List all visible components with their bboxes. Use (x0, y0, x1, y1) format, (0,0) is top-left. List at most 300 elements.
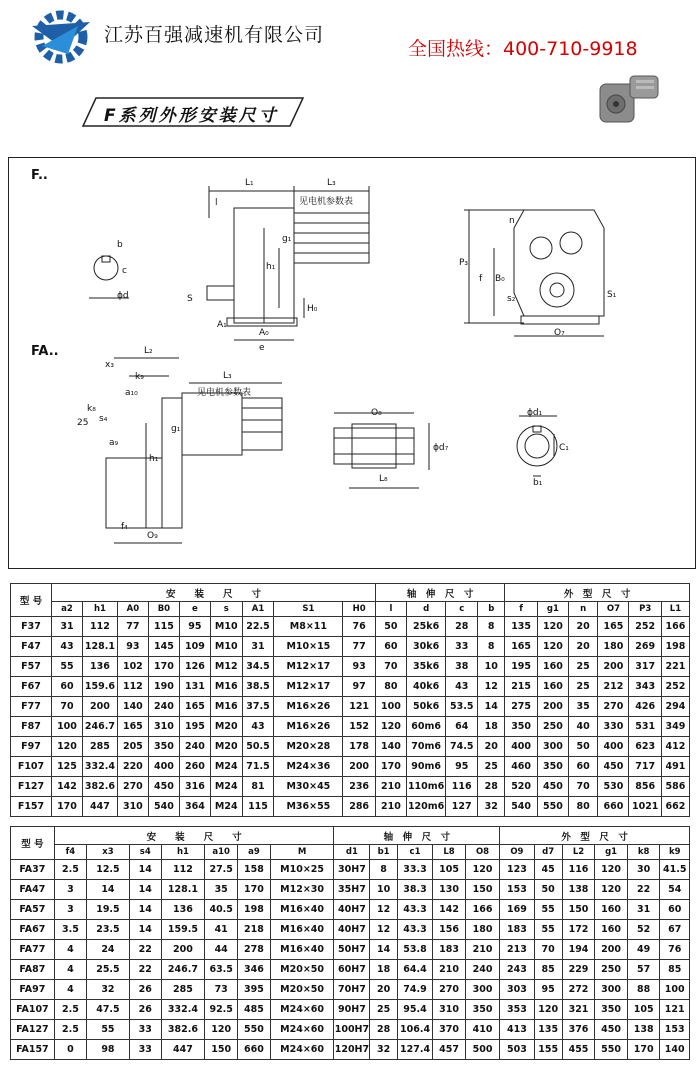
table-cell: 400 (505, 737, 538, 757)
table-cell: 200 (83, 697, 118, 717)
column-header: L2 (562, 845, 595, 860)
table-cell: 25 (370, 1000, 397, 1020)
table-cell: 50 (568, 737, 598, 757)
group-header-outline: 外 型 尺 寸 (505, 584, 690, 602)
column-header: O7 (598, 602, 629, 617)
table-cell: 80 (568, 797, 598, 817)
table-cell: 426 (629, 697, 662, 717)
model-cell: F157 (11, 797, 52, 817)
table-cell: 285 (83, 737, 118, 757)
table-cell: 450 (595, 1020, 628, 1040)
table-cell: 142 (433, 900, 466, 920)
dim-d1: ϕd₁ (527, 408, 543, 418)
table-cell: 210 (375, 797, 406, 817)
table-row (11, 940, 690, 960)
table-cell: 33 (129, 1040, 161, 1060)
table-row (11, 697, 690, 717)
column-header: d7 (534, 845, 562, 860)
table-cell: 240 (148, 697, 179, 717)
table-cell: 43.3 (397, 900, 432, 920)
table-cell: 321 (562, 1000, 595, 1020)
table-cell: 165 (117, 717, 148, 737)
dim-a10: a₁₀ (125, 388, 138, 398)
table-cell: 20 (370, 980, 397, 1000)
table-cell: 300 (537, 737, 568, 757)
table-cell: 210 (375, 777, 406, 797)
table-cell: 520 (505, 777, 538, 797)
table-cell: 23.5 (87, 920, 130, 940)
table-cell: 55 (51, 657, 82, 677)
column-header: f (505, 602, 538, 617)
table-row (11, 1040, 690, 1060)
table-cell: 198 (661, 637, 689, 657)
table-cell: 350 (537, 757, 568, 777)
table-cell: 236 (343, 777, 376, 797)
dim-A0: A₀ (259, 328, 269, 338)
table-group-header (11, 827, 690, 845)
table-cell: 215 (505, 677, 538, 697)
table-cell: 120 (205, 1020, 238, 1040)
dim-L8: L₈ (379, 474, 388, 484)
table-cell: 60 (568, 757, 598, 777)
dim-x3: x₃ (105, 360, 114, 370)
table-cell: 270 (598, 697, 629, 717)
table-cell: M16×26 (274, 717, 343, 737)
model-cell: FA157 (11, 1040, 55, 1060)
table-cell: 8 (370, 860, 397, 880)
table-cell: 40H7 (334, 920, 370, 940)
column-header: x3 (87, 845, 130, 860)
table-cell: 623 (629, 737, 662, 757)
table-cell: 8 (478, 617, 505, 637)
page-title: F系列外形安装尺寸 (104, 106, 279, 126)
table-cell: 170 (51, 797, 82, 817)
table-cell: 662 (661, 797, 689, 817)
table-cell: 41.5 (660, 860, 690, 880)
table-cell: 450 (598, 757, 629, 777)
model-cell: FA57 (11, 900, 55, 920)
table-cell: 269 (629, 637, 662, 657)
table-cell: 272 (562, 980, 595, 1000)
table-row (11, 900, 690, 920)
table-cell: 142 (51, 777, 82, 797)
model-cell: F97 (11, 737, 52, 757)
table-cell: 50k6 (406, 697, 445, 717)
hotline-number: 全国热线：400-710-9918 (408, 38, 638, 60)
table-cell: 150 (205, 1040, 238, 1060)
table-cell: 183 (433, 940, 466, 960)
company-logo-icon (28, 6, 94, 68)
table-cell: M16 (210, 677, 242, 697)
table-cell: 660 (238, 1040, 271, 1060)
group-header-outline: 外 型 尺 寸 (500, 827, 690, 845)
dim-L3: L₃ (327, 178, 336, 188)
table-cell: 350 (595, 1000, 628, 1020)
table-row (11, 797, 690, 817)
table-cell: 60H7 (334, 960, 370, 980)
table-cell: 98 (87, 1040, 130, 1060)
table-cell: 213 (500, 940, 534, 960)
table-cell: 10 (478, 657, 505, 677)
column-header: a9 (238, 845, 271, 860)
dim-C1: C₁ (559, 443, 569, 453)
column-header: g1 (595, 845, 628, 860)
table-cell: 350 (505, 717, 538, 737)
company-name: 江苏百强减速机有限公司 (104, 24, 325, 46)
column-header: h1 (83, 602, 118, 617)
table-cell: 26 (129, 1000, 161, 1020)
model-header: 型 号 (11, 584, 52, 617)
table-cell: 67 (660, 920, 690, 940)
table-cell: 85 (660, 960, 690, 980)
table-cell: 376 (562, 1020, 595, 1040)
table-cell: 170 (148, 657, 179, 677)
table-cell: 220 (117, 757, 148, 777)
table-cell: 156 (433, 920, 466, 940)
table-cell: 64.4 (397, 960, 432, 980)
table-cell: 120 (537, 617, 568, 637)
dim-B0: B₀ (495, 274, 505, 284)
table-cell: 450 (148, 777, 179, 797)
f-series-dimension-table (10, 583, 690, 817)
table-cell: 310 (117, 797, 148, 817)
table-cell: 0 (54, 1040, 86, 1060)
table-cell: M12×30 (270, 880, 334, 900)
table-cell: 76 (660, 940, 690, 960)
table-cell: 285 (161, 980, 205, 1000)
column-header: d1 (334, 845, 370, 860)
table-cell: 43 (242, 717, 274, 737)
table-cell: 172 (562, 920, 595, 940)
table-cell: 856 (629, 777, 662, 797)
table-cell: 70H7 (334, 980, 370, 1000)
table-cell: 152 (343, 717, 376, 737)
table-cell: 33 (446, 637, 478, 657)
table-cell: 370 (433, 1020, 466, 1040)
model-cell: F87 (11, 717, 52, 737)
table-cell: 221 (661, 657, 689, 677)
table-cell: 50 (534, 880, 562, 900)
table-cell: 70 (51, 697, 82, 717)
table-cell: 300 (465, 980, 499, 1000)
table-cell: 115 (242, 797, 274, 817)
table-cell: 120 (595, 880, 628, 900)
fa-gear-housing (162, 398, 182, 528)
table-cell: 53.8 (397, 940, 432, 960)
table-cell: 159.5 (161, 920, 205, 940)
table-cell: 77 (117, 617, 148, 637)
column-header: O8 (465, 845, 499, 860)
table-cell: 60 (51, 677, 82, 697)
table-cell: 317 (629, 657, 662, 677)
table-cell: 252 (629, 617, 662, 637)
table-cell: 38.3 (397, 880, 432, 900)
table-cell: 198 (238, 900, 271, 920)
table-cell: 31 (51, 617, 82, 637)
dim-k8: k₈ (87, 404, 96, 414)
dim-H0: H₀ (307, 304, 318, 314)
table-cell: 530 (598, 777, 629, 797)
dim-e: e (259, 343, 265, 353)
column-header: g1 (537, 602, 568, 617)
group-header-shaft: 轴 伸 尺 寸 (334, 827, 500, 845)
table-cell: M20 (210, 717, 242, 737)
table-cell: 260 (179, 757, 210, 777)
table-cell: 382.6 (161, 1020, 205, 1040)
table-cell: 455 (562, 1040, 595, 1060)
table-cell: 41 (205, 920, 238, 940)
table-cell: 14 (370, 940, 397, 960)
dim-L3-fa: L₃ (223, 371, 232, 381)
table-cell: 135 (534, 1020, 562, 1040)
table-cell: 332.4 (161, 1000, 205, 1020)
table-cell: 88 (627, 980, 660, 1000)
column-header: A0 (117, 602, 148, 617)
table-cell: 540 (148, 797, 179, 817)
table-cell: 121 (343, 697, 376, 717)
table-cell: 95.4 (397, 1000, 432, 1020)
table-cell: 229 (562, 960, 595, 980)
table-cell: 212 (598, 677, 629, 697)
table-cell: 70m6 (406, 737, 445, 757)
table-cell: 50.5 (242, 737, 274, 757)
table-cell: 246.7 (83, 717, 118, 737)
dim-f4: f₄ (121, 522, 128, 532)
table-cell: 81 (242, 777, 274, 797)
column-header: h1 (161, 845, 205, 860)
table-cell: 14 (478, 697, 505, 717)
table-cell: 127 (446, 797, 478, 817)
table-cell: 4 (54, 940, 86, 960)
table-cell: 100 (660, 980, 690, 1000)
table-cell: 47.5 (87, 1000, 130, 1020)
table-row (11, 677, 690, 697)
table-cell: 49 (627, 940, 660, 960)
table-cell: 112 (117, 677, 148, 697)
table-cell: 32 (87, 980, 130, 1000)
table-cell: 106.4 (397, 1020, 432, 1040)
table-cell: 55 (87, 1020, 130, 1040)
table-cell: M24 (210, 757, 242, 777)
table-cell: 38.5 (242, 677, 274, 697)
model-cell: F57 (11, 657, 52, 677)
table-cell: 50 (375, 617, 406, 637)
table-cell: 100 (51, 717, 82, 737)
table-cell: 350 (148, 737, 179, 757)
table-row (11, 980, 690, 1000)
table-cell: 145 (148, 637, 179, 657)
fa-series-dimension-table (10, 826, 690, 1060)
table-cell: 165 (598, 617, 629, 637)
column-header: s4 (129, 845, 161, 860)
table-cell: 30 (627, 860, 660, 880)
model-cell: F127 (11, 777, 52, 797)
table-cell: M30×45 (274, 777, 343, 797)
table-cell: 60m6 (406, 717, 445, 737)
table-cell: 77 (343, 637, 376, 657)
column-header: e (179, 602, 210, 617)
table-cell: 332.4 (83, 757, 118, 777)
table-cell: 54 (660, 880, 690, 900)
table-cell: 200 (537, 697, 568, 717)
table-cell: 25 (568, 657, 598, 677)
table-cell: 105 (627, 1000, 660, 1020)
table-cell: M20×28 (274, 737, 343, 757)
table-cell: 252 (661, 677, 689, 697)
table-cell: 40k6 (406, 677, 445, 697)
table-cell: 120H7 (334, 1040, 370, 1060)
model-cell: F47 (11, 637, 52, 657)
table-cell: M10×25 (270, 860, 334, 880)
table-cell: M16 (210, 697, 242, 717)
table-cell: 450 (537, 777, 568, 797)
table-cell: 278 (238, 940, 271, 960)
table-cell: 153 (500, 880, 534, 900)
table-cell: M24×36 (274, 757, 343, 777)
table-cell: 25 (568, 677, 598, 697)
group-header-install: 安 装 尺 寸 (54, 827, 334, 845)
table-cell: 40.5 (205, 900, 238, 920)
table-cell: 25k6 (406, 617, 445, 637)
table-cell: 136 (161, 900, 205, 920)
group-header-install: 安 装 尺 寸 (51, 584, 375, 602)
model-cell: FA47 (11, 880, 55, 900)
dim-n: n (509, 216, 515, 226)
column-header: a2 (51, 602, 82, 617)
table-cell: 38 (446, 657, 478, 677)
table-row (11, 757, 690, 777)
table-cell: 70 (568, 777, 598, 797)
table-cell: 110m6 (406, 777, 445, 797)
table-cell: 32 (370, 1040, 397, 1060)
table-cell: M16×40 (270, 920, 334, 940)
table-cell: 52 (627, 920, 660, 940)
column-header: A1 (242, 602, 274, 617)
table-cell: 140 (660, 1040, 690, 1060)
table-cell: 270 (117, 777, 148, 797)
table-cell: 14 (129, 900, 161, 920)
table-cell: 294 (661, 697, 689, 717)
table-cell: 400 (148, 757, 179, 777)
table-cell: 44 (205, 940, 238, 960)
dim-a9: a₉ (109, 438, 119, 448)
table-cell: 447 (161, 1040, 205, 1060)
table-cell: M24×60 (270, 1000, 334, 1020)
table-cell: M24 (210, 777, 242, 797)
table-cell: 183 (500, 920, 534, 940)
table-cell: 586 (661, 777, 689, 797)
table-cell: 130 (433, 880, 466, 900)
table-column-header (11, 602, 690, 617)
table-cell: 316 (179, 777, 210, 797)
column-header: L1 (661, 602, 689, 617)
table-cell: 165 (505, 637, 538, 657)
table-cell: M20×50 (270, 980, 334, 1000)
table-row (11, 1020, 690, 1040)
table-cell: 45 (534, 860, 562, 880)
dim-g1: g₁ (282, 234, 292, 244)
table-cell: 12 (478, 677, 505, 697)
table-cell: 195 (179, 717, 210, 737)
table-cell: 19.5 (87, 900, 130, 920)
table-group-header (11, 584, 690, 602)
table-cell: 57 (627, 960, 660, 980)
table-cell: 126 (179, 657, 210, 677)
table-cell: 109 (179, 637, 210, 657)
dim-P3: P₃ (459, 258, 469, 268)
table-cell: 127.4 (397, 1040, 432, 1060)
table-cell: 250 (595, 960, 628, 980)
table-cell: 270 (433, 980, 466, 1000)
table-cell: 178 (343, 737, 376, 757)
table-cell: M12 (210, 657, 242, 677)
table-row (11, 1000, 690, 1020)
table-cell: 131 (179, 677, 210, 697)
table-cell: 4 (54, 980, 86, 1000)
column-header: H0 (343, 602, 376, 617)
table-cell: 90H7 (334, 1000, 370, 1020)
column-header: S1 (274, 602, 343, 617)
table-cell: 105 (433, 860, 466, 880)
table-cell: 531 (629, 717, 662, 737)
table-cell: 73 (205, 980, 238, 1000)
dim-c: c (122, 266, 127, 276)
table-cell: 310 (148, 717, 179, 737)
table-cell: 190 (148, 677, 179, 697)
dim-f: f (479, 274, 483, 284)
table-column-header (11, 845, 690, 860)
model-cell: F67 (11, 677, 52, 697)
table-row (11, 737, 690, 757)
column-header: B0 (148, 602, 179, 617)
dim-O8: O₈ (371, 408, 382, 418)
table-cell: 53.5 (446, 697, 478, 717)
table-cell: 382.6 (83, 777, 118, 797)
table-cell: 160 (595, 900, 628, 920)
table-cell: 120 (465, 860, 499, 880)
table-cell: 64 (446, 717, 478, 737)
table-cell: 717 (629, 757, 662, 777)
table-cell: 150 (465, 880, 499, 900)
column-header: n (568, 602, 598, 617)
table-cell: 300 (595, 980, 628, 1000)
table-cell: 170 (238, 880, 271, 900)
table-cell: 120 (51, 737, 82, 757)
dim-25: 25 (77, 418, 89, 428)
table-cell: 50H7 (334, 940, 370, 960)
table-cell: 1021 (629, 797, 662, 817)
table-cell: 70 (534, 940, 562, 960)
table-cell: 30H7 (334, 860, 370, 880)
table-cell: 14 (87, 880, 130, 900)
table-cell: 540 (505, 797, 538, 817)
table-cell: 457 (433, 1040, 466, 1060)
table-cell: 71.5 (242, 757, 274, 777)
table-cell: 170 (627, 1040, 660, 1060)
table-cell: 491 (661, 757, 689, 777)
dim-L2: L₂ (144, 346, 153, 356)
table-cell: 43 (446, 677, 478, 697)
table-cell: 116 (446, 777, 478, 797)
table-cell: 12 (370, 900, 397, 920)
column-header: f4 (54, 845, 86, 860)
table-cell: 395 (238, 980, 271, 1000)
table-cell: 112 (83, 617, 118, 637)
table-cell: 74.5 (446, 737, 478, 757)
table-cell: 2.5 (54, 1000, 86, 1020)
table-cell: 346 (238, 960, 271, 980)
table-cell: 166 (465, 900, 499, 920)
